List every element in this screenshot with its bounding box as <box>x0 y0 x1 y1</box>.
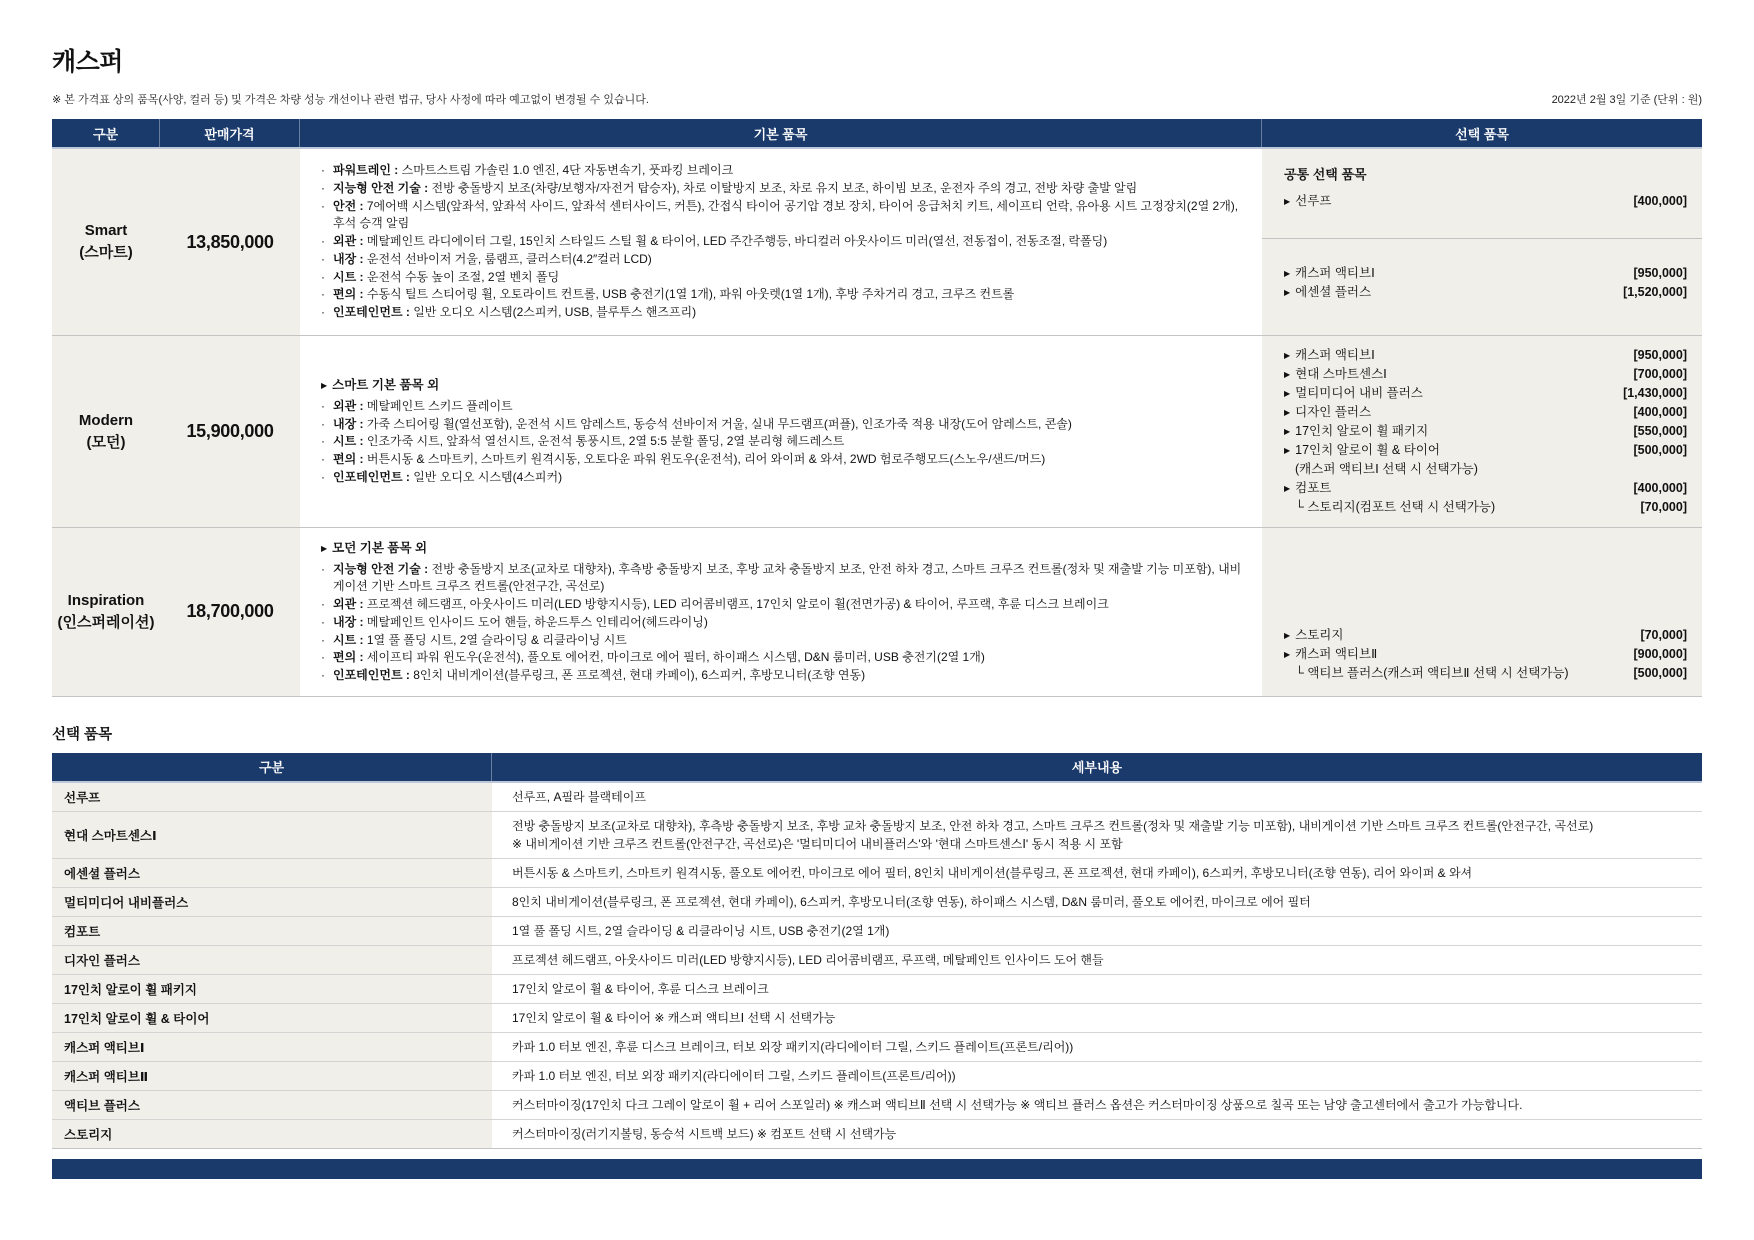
option-detail-cell <box>492 859 1702 887</box>
base-item-line <box>321 162 1246 180</box>
option-line <box>1284 403 1687 422</box>
option-detail-row <box>52 1032 1702 1061</box>
option-detail-cell <box>492 812 1702 858</box>
base-item-line <box>321 469 1246 487</box>
option-line <box>1284 283 1687 302</box>
base-item-key: 내장 : <box>333 416 367 431</box>
base-item-line <box>321 614 1246 632</box>
base-item-text: 편의 : 수동식 틸트 스티어링 휠, 오토라이트 컨트롤, USB 충전기(1열 1개), 파워 아웃렛(1열 1개), 후방 주차거리 경고, 크루즈 컨트롤 <box>333 287 1015 302</box>
base-item-text: 인포테인먼트 : 일반 오디오 시스템(2스피커, USB, 블루투스 핸즈프리) <box>333 305 697 320</box>
trim-name-ko: (인스퍼레이션) <box>57 613 155 631</box>
base-item-key: 외관 : <box>333 234 367 249</box>
base-item-line <box>321 416 1246 434</box>
disclaimer-text: ※ 본 가격표 상의 품목(사양, 컬러 등) 및 가격은 차량 성능 개선이나 관련 법규, 당사 사정에 따라 예고없이 변경될 수 있습니다. <box>52 94 649 106</box>
trim-name-ko: (모던) <box>86 433 126 451</box>
dot-bullet-icon: · <box>321 469 325 484</box>
dot-bullet-icon: · <box>321 163 325 178</box>
option-detail-name: 에센셜 플러스 <box>52 859 492 887</box>
base-items-heading-text: 스마트 기본 품목 외 <box>332 378 440 393</box>
option-col-header-gubun: 구분 <box>52 753 492 781</box>
option-detail-text: 커스터마이징(러기지볼팅, 동승석 시트백 보드) ※ 컴포트 선택 시 선택가능 <box>512 1126 897 1141</box>
option-detail-row <box>52 811 1702 858</box>
base-items-heading <box>321 539 1246 558</box>
dot-bullet-icon: · <box>321 234 325 249</box>
triangle-bullet-icon: ▶ <box>1284 446 1291 455</box>
option-items-cell <box>1262 336 1702 527</box>
option-details-table <box>52 753 1702 1149</box>
base-item-key: 시트 : <box>333 632 367 647</box>
option-price: [70,000] <box>1640 627 1687 642</box>
base-item-key: 인포테인먼트 : <box>333 668 414 682</box>
trim-name-cell <box>52 528 160 696</box>
option-table-header <box>52 753 1702 783</box>
base-item-key: 파워트레인 : <box>333 163 402 178</box>
dot-bullet-icon: · <box>321 305 325 320</box>
base-item-text: 편의 : 세이프티 파워 윈도우(운전석), 풀오토 에어컨, 마이크로 에어 필터, 하이패스 시스템, D&N 룸미러, USB 충전기(2열 1개) <box>333 650 985 665</box>
col-header-base-items: 기본 품목 <box>300 119 1262 147</box>
options-section-title: 선택 품목 <box>52 726 113 743</box>
base-item-key: 내장 : <box>333 251 367 266</box>
option-name <box>1284 422 1428 441</box>
option-detail-name: 스토리지 <box>52 1120 492 1148</box>
triangle-bullet-icon: ▶ <box>1284 269 1291 278</box>
dot-bullet-icon: · <box>321 668 325 682</box>
trim-price: 15,900,000 <box>160 336 300 527</box>
option-group-header: 공통 선택 품목 <box>1284 167 1367 182</box>
base-item-line <box>321 304 1246 322</box>
dot-bullet-icon: · <box>321 416 325 431</box>
trim-price-table <box>52 119 1702 697</box>
trim-name-cell <box>52 149 160 335</box>
triangle-bullet-icon: ▶ <box>1284 484 1291 493</box>
trim-price: 13,850,000 <box>160 149 300 335</box>
option-name <box>1284 365 1387 384</box>
option-group <box>1262 528 1702 696</box>
dot-bullet-icon: · <box>321 269 325 284</box>
base-item-key: 내장 : <box>333 614 367 629</box>
base-item-text: 외관 : 메탈페인트 라디에이터 그릴, 15인치 스타일드 스틸 휠 & 타이어, LED 주간주행등, 바디컬러 아웃사이드 미러(열선, 전동접이, 전동조절, 락폴딩) <box>333 234 1108 249</box>
option-detail-text: 버튼시동 & 스마트키, 스마트키 원격시동, 풀오토 에어컨, 마이크로 에어 필터, 8인치 내비게이션(블루링크, 폰 프로젝션, 현대 카페이), 6스피커, 후방모니터(조향 연동), 리어 와이퍼 & 와셔 <box>512 865 1473 880</box>
option-detail-name: 액티브 플러스 <box>52 1091 492 1119</box>
option-detail-name: 캐스퍼 액티브Ⅰ <box>52 1033 492 1061</box>
dot-bullet-icon: · <box>321 434 325 449</box>
option-detail-cell <box>492 975 1702 1003</box>
option-detail-row <box>52 1061 1702 1090</box>
dot-bullet-icon: · <box>321 398 325 413</box>
option-line <box>1284 264 1687 283</box>
base-item-line <box>321 632 1246 650</box>
triangle-bullet-icon: ▶ <box>1284 408 1291 417</box>
option-condition-note: (캐스퍼 액티브Ⅰ 선택 시 선택가능) <box>1295 462 1478 476</box>
option-name <box>1284 192 1331 211</box>
dot-bullet-icon: · <box>321 198 325 213</box>
base-item-line <box>321 649 1246 667</box>
triangle-bullet-icon: ▶ <box>1284 351 1291 360</box>
meta-row <box>52 91 1702 107</box>
option-detail-cell <box>492 888 1702 916</box>
option-line <box>1284 626 1687 645</box>
option-price: [400,000] <box>1633 194 1687 208</box>
option-price: [500,000] <box>1633 443 1687 457</box>
option-sub-name: └ 액티브 플러스(캐스퍼 액티브Ⅱ 선택 시 선택가능) <box>1295 665 1569 680</box>
base-item-key: 편의 : <box>333 452 367 467</box>
option-line <box>1284 192 1687 211</box>
option-detail-name: 멀티미디어 내비플러스 <box>52 888 492 916</box>
option-price: [950,000] <box>1633 348 1687 362</box>
option-group <box>1262 336 1702 527</box>
base-item-text: 외관 : 메탈페인트 스키드 플레이트 <box>333 398 513 413</box>
option-detail-row <box>52 1090 1702 1119</box>
base-items-heading-text: 모던 기본 품목 외 <box>332 541 428 555</box>
option-name-text: 에센셜 플러스 <box>1295 285 1372 299</box>
base-items-heading <box>321 376 1246 395</box>
base-item-key: 지능형 안전 기술 : <box>333 561 432 576</box>
dot-bullet-icon: · <box>321 597 325 611</box>
base-item-key: 편의 : <box>333 650 367 665</box>
triangle-bullet-icon: ▶ <box>321 544 328 553</box>
base-item-line <box>321 269 1246 287</box>
triangle-bullet-icon: ▶ <box>1284 427 1291 436</box>
base-item-line <box>321 233 1246 251</box>
trim-row-inspiration <box>52 527 1702 696</box>
option-name <box>1284 626 1343 645</box>
option-name-text: 스토리지 <box>1295 627 1344 642</box>
option-detail-row <box>52 783 1702 811</box>
option-name-text: 선루프 <box>1295 194 1332 208</box>
dot-bullet-icon: · <box>321 180 325 195</box>
triangle-bullet-icon: ▶ <box>1284 649 1291 659</box>
base-item-line <box>321 561 1246 597</box>
base-item-text: 인포테인먼트 : 일반 오디오 시스템(4스피커) <box>333 469 563 484</box>
dot-bullet-icon: · <box>321 561 325 576</box>
option-detail-row <box>52 974 1702 1003</box>
option-name <box>1284 441 1440 460</box>
option-line <box>1284 479 1687 498</box>
base-item-key: 인포테인먼트 : <box>333 305 414 320</box>
option-name-text: 현대 스마트센스Ⅰ <box>1295 367 1387 381</box>
option-detail-text: 카파 1.0 터보 엔진, 후륜 디스크 브레이크, 터보 외장 패키지(라디에이터 그릴, 스키드 플레이트(프론트/리어)) <box>512 1039 1074 1054</box>
base-item-text: 내장 : 운전석 선바이저 거울, 룸램프, 클러스터(4.2″컬러 LCD) <box>333 251 652 266</box>
base-item-text: 내장 : 메탈페인트 인사이드 도어 핸들, 하운드투스 인테리어(헤드라이닝) <box>333 614 708 629</box>
base-item-text: 지능형 안전 기술 : 전방 충돌방지 보조(교차로 대향차), 후측방 충돌방지 보조, 후방 교차 충돌방지 보조, 안전 하차 경고, 스마트 크루즈 컨트롤(정차 및 재출발 기능 미포함), 내비게이션 기반 스마트 크루즈 컨트롤(안전구간, 곡선로) <box>333 561 1242 594</box>
option-name <box>1284 479 1331 498</box>
option-name-text: 캐스퍼 액티브Ⅱ <box>1295 646 1378 661</box>
option-name <box>1284 346 1375 365</box>
option-detail-text: 카파 1.0 터보 엔진, 터보 외장 패키지(라디에이터 그릴, 스키드 플레이트(프론트/리어)) <box>512 1068 956 1083</box>
option-detail-name: 디자인 플러스 <box>52 946 492 974</box>
base-item-text: 외관 : 프로젝션 헤드램프, 아웃사이드 미러(LED 방향지시등), LED 리어콤비램프, 17인치 알로이 휠(전면가공) & 타이어, 루프랙, 후륜 디스크 브레이크 <box>333 597 1109 611</box>
base-items-cell <box>300 149 1262 335</box>
option-detail-row <box>52 945 1702 974</box>
option-detail-name: 캐스퍼 액티브Ⅱ <box>52 1062 492 1090</box>
option-price: [400,000] <box>1633 405 1687 419</box>
date-note: 2022년 2월 3일 기준 (단위 : 원) <box>1551 94 1702 106</box>
triangle-bullet-icon: ▶ <box>1284 370 1291 379</box>
option-name-text: 캐스퍼 액티브Ⅰ <box>1295 266 1375 280</box>
option-price: [1,520,000] <box>1623 285 1687 299</box>
base-item-text: 파워트레인 : 스마트스트림 가솔린 1.0 엔진, 4단 자동변속기, 풋파킹 브레이크 <box>333 163 734 178</box>
option-price: [70,000] <box>1640 500 1687 514</box>
trim-name-en: Smart <box>84 222 128 240</box>
dot-bullet-icon: · <box>321 650 325 665</box>
col-header-gubun: 구분 <box>52 119 160 147</box>
option-price: [550,000] <box>1633 424 1687 438</box>
option-price: [950,000] <box>1633 266 1687 280</box>
option-line <box>1284 365 1687 384</box>
base-item-text: 시트 : 인조가죽 시트, 앞좌석 열선시트, 운전석 통풍시트, 2열 5:5 분할 폴딩, 2열 분리형 헤드레스트 <box>333 434 845 449</box>
dot-bullet-icon: · <box>321 287 325 302</box>
option-detail-row <box>52 887 1702 916</box>
base-item-text: 인포테인먼트 : 8인치 내비게이션(블루링크, 폰 프로젝션, 현대 카페이), 6스피커, 후방모니터(조향 연동) <box>333 668 866 682</box>
trim-name-cell <box>52 336 160 527</box>
option-detail-cell <box>492 1033 1702 1061</box>
option-name <box>1284 384 1423 403</box>
option-detail-text: 전방 충돌방지 보조(교차로 대향차), 후측방 충돌방지 보조, 후방 교차 충돌방지 보조, 안전 하차 경고, 스마트 크루즈 컨트롤(정차 및 재출발 기능 미포함), 내비게이션 기반 스마트 크루즈 컨트롤(안전구간, 곡선로) <box>512 818 1594 833</box>
base-item-key: 외관 : <box>333 597 367 611</box>
base-item-key: 지능형 안전 기술 : <box>333 180 432 195</box>
option-price: [900,000] <box>1633 646 1687 661</box>
option-group <box>1262 149 1702 239</box>
option-name-text: 디자인 플러스 <box>1295 405 1372 419</box>
option-detail-text: 선루프, A필라 블랙테이프 <box>512 789 646 804</box>
option-detail-cell <box>492 1091 1702 1119</box>
base-items-cell <box>300 528 1262 696</box>
option-sub-line <box>1284 664 1687 683</box>
option-detail-cell <box>492 783 1702 811</box>
base-item-text: 내장 : 가죽 스티어링 휠(열선포함), 운전석 시트 암레스트, 동승석 선바이저 거울, 실내 무드램프(퍼플), 인조가죽 적용 내장(도어 암레스트, 콘솔) <box>333 416 1072 431</box>
base-item-line <box>321 433 1246 451</box>
option-line <box>1284 441 1687 460</box>
option-price: [700,000] <box>1633 367 1687 381</box>
base-item-key: 시트 : <box>333 434 367 449</box>
option-detail-text: 프로젝션 헤드램프, 아웃사이드 미러(LED 방향지시등), LED 리어콤비램프, 루프랙, 메탈페인트 인사이드 도어 핸들 <box>512 952 1104 967</box>
base-item-line <box>321 251 1246 269</box>
option-detail-name: 현대 스마트센스Ⅰ <box>52 812 492 858</box>
option-name <box>1284 283 1371 302</box>
base-item-line <box>321 286 1246 304</box>
dot-bullet-icon: · <box>321 632 325 647</box>
option-name <box>1284 403 1371 422</box>
option-name-text: 17인치 알로이 휠 패키지 <box>1295 424 1429 438</box>
option-detail-name: 선루프 <box>52 783 492 811</box>
base-item-text: 편의 : 버튼시동 & 스마트키, 스마트키 원격시동, 오토다운 파워 윈도우(운전석), 리어 와이퍼 & 와셔, 2WD 험로주행모드(스노우/샌드/머드) <box>333 452 1046 467</box>
base-item-text: 지능형 안전 기술 : 전방 충돌방지 보조(차량/보행자/자전거 탑승자), 차로 이탈방지 보조, 차로 유지 보조, 하이빔 보조, 운전자 주의 경고, 전방 차량 출발 알림 <box>333 180 1138 195</box>
option-detail-text: 커스터마이징(17인치 다크 그레이 알로이 휠 + 리어 스포일러) ※ 캐스퍼 액티브Ⅱ 선택 시 선택가능 ※ 액티브 플러스 옵션은 커스터마이징 상품으로 칠곡 또는 남양 출고센터에서 출고가 가능합니다. <box>512 1097 1523 1112</box>
option-detail-cell <box>492 917 1702 945</box>
triangle-bullet-icon: ▶ <box>321 381 328 391</box>
col-header-option-items: 선택 품목 <box>1455 126 1509 142</box>
option-price: [500,000] <box>1633 665 1687 680</box>
trim-name-ko: (스마트) <box>79 244 133 261</box>
option-detail-name: 17인치 알로이 휠 & 타이어 <box>52 1004 492 1032</box>
base-items-cell <box>300 336 1262 527</box>
option-detail-cell <box>492 946 1702 974</box>
option-items-cell <box>1262 528 1702 696</box>
dot-bullet-icon: · <box>321 251 325 266</box>
option-detail-row <box>52 1119 1702 1148</box>
option-detail-row <box>52 916 1702 945</box>
option-items-cell <box>1262 149 1702 335</box>
option-price: [1,430,000] <box>1623 386 1687 400</box>
base-item-line <box>321 180 1246 198</box>
option-sub-name: └ 스토리지(컴포트 선택 시 선택가능) <box>1295 500 1496 514</box>
base-item-line <box>321 451 1246 469</box>
option-detail-note: ※ 내비게이션 기반 크루즈 컨트롤(안전구간, 곡선로)은 '멀티미디어 내비플러스'와 '현대 스마트센스Ⅰ' 동시 적용 시 포함 <box>512 836 1123 851</box>
option-detail-row <box>52 858 1702 887</box>
triangle-bullet-icon: ▶ <box>1284 288 1291 297</box>
triangle-bullet-icon: ▶ <box>1284 389 1291 398</box>
dot-bullet-icon: · <box>321 614 325 629</box>
base-item-key: 외관 : <box>333 398 367 413</box>
trim-price: 18,700,000 <box>160 528 300 696</box>
base-item-key: 인포테인먼트 : <box>333 469 414 484</box>
option-detail-cell <box>492 1004 1702 1032</box>
option-name <box>1284 645 1377 664</box>
option-line <box>1284 384 1687 403</box>
trim-row-modern <box>52 335 1702 527</box>
option-table-body <box>52 783 1702 1148</box>
base-item-text: 시트 : 운전석 수동 높이 조절, 2열 벤치 폴딩 <box>333 269 560 284</box>
base-item-text: 시트 : 1열 풀 폴딩 시트, 2열 슬라이딩 & 리클라이닝 시트 <box>333 632 627 647</box>
option-detail-text: 8인치 내비게이션(블루링크, 폰 프로젝션, 현대 카페이), 6스피커, 후방모니터(조향 연동), 하이패스 시스템, D&N 룸미러, 풀오토 에어컨, 마이크로 에어 필터 <box>512 894 1311 909</box>
page-title: 캐스퍼 <box>52 48 123 76</box>
footer-bar <box>52 1159 1702 1179</box>
option-name-text: 멀티미디어 내비 플러스 <box>1295 386 1423 400</box>
base-item-line <box>321 198 1246 234</box>
base-item-key: 안전 : <box>333 198 367 213</box>
option-name-text: 컴포트 <box>1295 481 1332 495</box>
triangle-bullet-icon: ▶ <box>1284 630 1291 640</box>
option-line <box>1284 645 1687 664</box>
base-item-key: 편의 : <box>333 287 367 302</box>
base-item-line <box>321 667 1246 685</box>
base-item-text: 안전 : 7에어백 시스템(앞좌석, 앞좌석 사이드, 앞좌석 센터사이드, 커튼), 간접식 타이어 공기압 경보 장치, 타이어 응급처치 키트, 세이프티 언락, 유아용 시트 고정장치(2열 2개), 후석 승객 알림 <box>333 198 1239 231</box>
option-detail-text: 17인치 알로이 휠 & 타이어 ※ 캐스퍼 액티브Ⅰ 선택 시 선택가능 <box>512 1010 836 1025</box>
option-detail-cell <box>492 1062 1702 1090</box>
main-table-body <box>52 149 1702 696</box>
option-detail-cell <box>492 1120 1702 1148</box>
option-price: [400,000] <box>1633 481 1687 495</box>
option-detail-name: 17인치 알로이 휠 패키지 <box>52 975 492 1003</box>
trim-table-header <box>52 119 1702 149</box>
triangle-bullet-icon: ▶ <box>1284 197 1291 206</box>
trim-name-en: Modern <box>78 411 134 429</box>
option-detail-text: 17인치 알로이 휠 & 타이어, 후륜 디스크 브레이크 <box>512 981 769 996</box>
option-line <box>1284 346 1687 365</box>
option-line <box>1284 422 1687 441</box>
option-col-header-detail: 세부내용 <box>1071 760 1123 776</box>
option-sub-line <box>1284 498 1687 517</box>
trim-name-en: Inspiration <box>67 592 145 610</box>
option-name-text: 캐스퍼 액티브Ⅰ <box>1295 348 1375 362</box>
option-detail-text: 1열 풀 폴딩 시트, 2열 슬라이딩 & 리클라이닝 시트, USB 충전기(2열 1개) <box>512 923 890 938</box>
option-name <box>1284 264 1375 283</box>
option-detail-row <box>52 1003 1702 1032</box>
col-header-price: 판매가격 <box>160 119 300 147</box>
option-detail-name: 컴포트 <box>52 917 492 945</box>
trim-row-smart <box>52 149 1702 335</box>
option-group <box>1262 239 1702 312</box>
dot-bullet-icon: · <box>321 452 325 467</box>
base-item-key: 시트 : <box>333 269 367 284</box>
base-item-line <box>321 596 1246 614</box>
option-name-text: 17인치 알로이 휠 & 타이어 <box>1295 443 1440 457</box>
base-item-line <box>321 398 1246 416</box>
